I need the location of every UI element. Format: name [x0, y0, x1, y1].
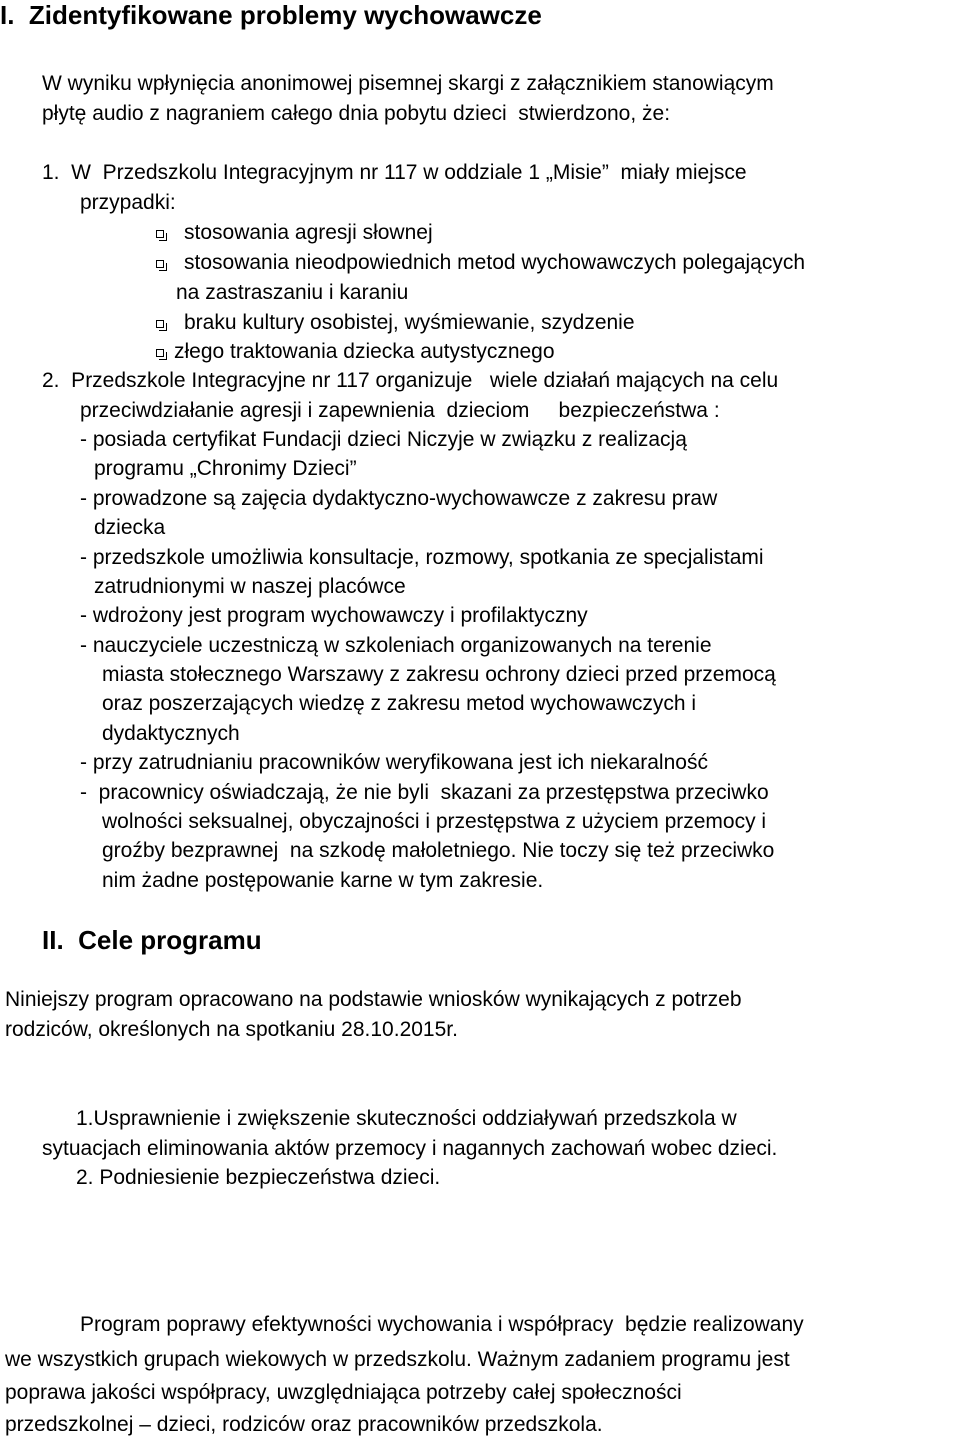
- point-2-line: - przy zatrudnianiu pracowników weryfikowana jest ich niekaralność: [80, 751, 708, 774]
- point-1-line: 1. W Przedszkolu Integracyjnym nr 117 w oddziale 1 „Misie” miały miejsce: [42, 161, 747, 184]
- point-2-line: - wdrożony jest program wychowawczy i profilaktyczny: [80, 604, 588, 627]
- bullet-item: złego traktowania dziecka autystycznego: [174, 340, 555, 363]
- checkbox-bullet-icon: [156, 320, 164, 328]
- point-2-line: groźby bezprawnej na szkodę małoletniego. Nie toczy się też przeciwko: [102, 839, 775, 862]
- point-2-line: oraz poszerzających wiedzę z zakresu metod wychowawczych i: [102, 692, 697, 715]
- section-1-heading: I. Zidentyfikowane problemy wychowawcze: [0, 0, 542, 30]
- closing-line: we wszystkich grupach wiekowych w przedszkolu. Ważnym zadaniem programu jest: [5, 1348, 790, 1371]
- closing-line: poprawa jakości współpracy, uwzględniająca potrzeby całej społeczności: [5, 1381, 682, 1404]
- goal-line: 2. Podniesienie bezpieczeństwa dzieci.: [76, 1166, 441, 1189]
- bullet-item: stosowania nieodpowiednich metod wychowawczych polegających: [184, 251, 806, 274]
- point-2-line: przeciwdziałanie agresji i zapewnienia dzieciom bezpieczeństwa :: [80, 399, 720, 422]
- point-2-line: wolności seksualnej, obyczajności i przestępstwa z użyciem przemocy i: [102, 810, 767, 833]
- point-2-line: miasta stołecznego Warszawy z zakresu ochrony dzieci przed przemocą: [102, 663, 776, 686]
- goal-line: 1.Usprawnienie i zwiększenie skuteczności oddziaływań przedszkola w: [76, 1107, 737, 1130]
- point-2-line: nim żadne postępowanie karne w tym zakresie.: [102, 869, 544, 892]
- point-1-line: przypadki:: [80, 191, 176, 214]
- point-2-line: zatrudnionymi w naszej placówce: [94, 575, 406, 598]
- section-2-intro-line: Niniejszy program opracowano na podstawie wniosków wynikających z potrzeb: [5, 988, 742, 1011]
- bullet-item: braku kultury osobistej, wyśmiewanie, szydzenie: [184, 311, 635, 334]
- section-2-heading: II. Cele programu: [42, 925, 262, 955]
- point-2-line: 2. Przedszkole Integracyjne nr 117 organizuje wiele działań mających na celu: [42, 369, 779, 392]
- point-2-line: - nauczyciele uczestniczą w szkoleniach organizowanych na terenie: [80, 634, 712, 657]
- point-2-line: dydaktycznych: [102, 722, 240, 745]
- point-2-line: dziecka: [94, 516, 166, 539]
- checkbox-bullet-icon: [156, 260, 164, 268]
- bullet-item: stosowania agresji słownej: [184, 221, 433, 244]
- intro-line: W wyniku wpłynięcia anonimowej pisemnej skargi z załącznikiem stanowiącym: [42, 72, 774, 95]
- closing-line: przedszkolnej – dzieci, rodziców oraz pracowników przedszkola.: [5, 1413, 603, 1436]
- point-2-line: - przedszkole umożliwia konsultacje, rozmowy, spotkania ze specjalistami: [80, 546, 764, 569]
- closing-line: Program poprawy efektywności wychowania i współpracy będzie realizowany: [80, 1313, 804, 1336]
- checkbox-bullet-icon: [156, 230, 164, 238]
- goal-line: sytuacjach eliminowania aktów przemocy i nagannych zachowań wobec dzieci.: [42, 1137, 778, 1160]
- intro-line: płytę audio z nagraniem całego dnia pobytu dzieci stwierdzono, że:: [42, 102, 671, 125]
- point-2-line: - prowadzone są zajęcia dydaktyczno-wychowawcze z zakresu praw: [80, 487, 718, 510]
- bullet-item-continuation: na zastraszaniu i karaniu: [176, 281, 409, 304]
- point-2-line: - pracownicy oświadczają, że nie byli skazani za przestępstwa przeciwko: [80, 781, 769, 804]
- point-2-line: programu „Chronimy Dzieci”: [94, 457, 357, 480]
- checkbox-bullet-icon: [156, 349, 164, 357]
- section-2-intro-line: rodziców, określonych na spotkaniu 28.10.2015r.: [5, 1018, 458, 1041]
- point-2-line: - posiada certyfikat Fundacji dzieci Niczyje w związku z realizacją: [80, 428, 687, 451]
